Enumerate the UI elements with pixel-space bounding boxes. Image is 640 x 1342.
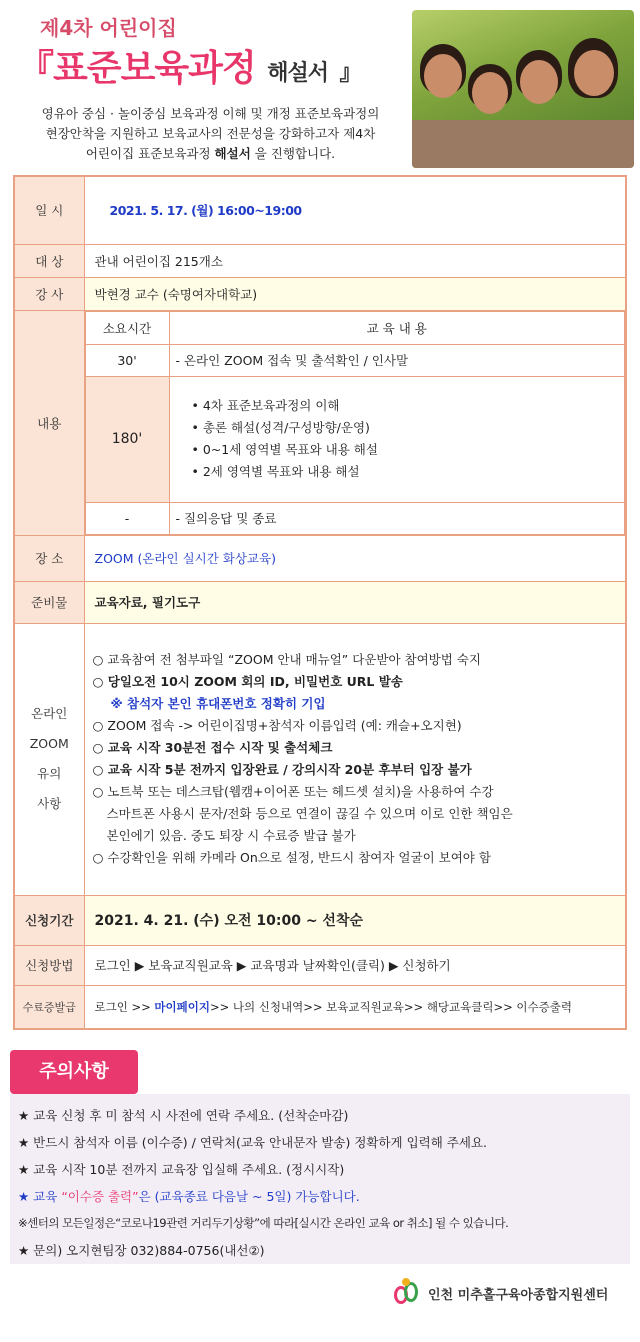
header	[0, 0, 640, 175]
title-main: 표준보육과정	[53, 48, 256, 89]
mypage-link[interactable]: 마이페이지	[154, 999, 210, 1014]
caution-title: 주의사항	[10, 1050, 138, 1094]
intro-text: 영유아 중심 · 놀이중심 보육과정 이해 및 개정 표준보육과정의 현장안착을 지원하고 보육교사의 전문성을 강화하고자 제4차 어린이집 표준보육과정 해설서 을 진행합니다.	[41, 106, 380, 161]
center-logo-icon	[392, 1278, 422, 1308]
apply-method: 로그인 ▶ 보육교직원교육 ▶ 교육명과 날짜확인(클릭) ▶ 신청하기	[84, 945, 626, 985]
caution-list: ★ 교육 신청 후 미 참석 시 사전에 연락 주세요. (선착순마감) ★ 반드시 참석자 이름 (이수증) / 연락처(교육 안내문자 발송) 정확하게 입력해 주세요. ★ 교육 시작 10분 전까지 교육장 입실해 주세요. (정시시작) ★ 교육 “이수증 출력”은 (교육종료 다음날 ~ 5일) 가능합니다. ※센터의 모든일정은“코로나19관련 거리두기상황”에 따라[실시간 온라인 교육 or 취소] 될 수 있습니다. ★ 문의) 오지현팀장 032)884-0756(내선②)	[10, 1094, 630, 1264]
round-label: 제4차 어린이집	[40, 16, 177, 40]
apply-period: 2021. 4. 21. (수) 오전 10:00 ~ 선착순	[84, 895, 626, 945]
children-photo	[412, 10, 634, 168]
zoom-notes-label: 온라인 ZOOM 유의 사항	[14, 623, 84, 895]
zoom-notes: ○ 교육참여 전 첨부파일 “ZOOM 안내 매뉴얼” 다운받아 참여방법 숙지 ○ 당일오전 10시 ZOOM 회의 ID, 비밀번호 URL 발송 ※ 참석자 본인 휴대폰번호 정확히 기입 ○ ZOOM 접속 -> 어린이집명+참석자 이름입력 (예: 캐슬+오지현) ○ 교육 시작 30분전 접수 시작 및 출석체크 ○ 교육 시작 5분 전까지 입장완료 / 강의시작 20분 후부터 입장 불가 ○ 노트북 또는 데스크탑(웹캠+이어폰 또는 헤드셋 설치)을 사용하여 수강 스마트폰 사용시 문자/전화 등으로 연결이 끊길 수 있으며 이로 인한 책임은 본인에기 있음. 중도 퇴장 시 수료증 발급 불가 ○ 수강확인을 위해 카메라 On으로 설정, 반드시 참여자 얼굴이 보여야 함	[84, 623, 626, 895]
center-logo	[392, 1276, 608, 1310]
lecturer-value: 박현경 교수 (숙명여자대학교)	[84, 277, 626, 310]
title-suffix: 해설서	[267, 61, 328, 86]
page-title: 『표준보육과정 해설서 』	[18, 48, 361, 89]
info-table: 일 시 2021. 5. 17. (월) 16:00~19:00 대 상 관내 어린이집 215개소 강 사 박현경 교수 (숙명여자대학교) 내용 소요시간 교 육 내 용 30' - 온라인 ZOOM 접속 및 출석확인 / 인사말 180' • 4차 표준보육과정의 이해 • 총론 해설(성격/구성방향/운영) • 0~1세 영역별 목표와 내용 해설 • 2세 영역별 목표와 내용 해설 - - 질의응답 및 종료 장 소 ZOOM (온라인 실시간 화상교육) 준비물 교육자료, 필기도구 온라인 ZOOM 유의 사항 ○ 교육참여 전 첨부파일 “ZOOM 안내 매뉴얼” 다운받아 참여방법 숙지 ○ 당일오전 10시 ZOOM 회의 ID, 비밀번호 URL 발송 ※ 참석자 본인 휴대폰번호 정확히 기입 ○ ZOOM 접속 -> 어린이집명+참석자 이름입력 (예: 캐슬+오지현) ○ 교육 시작 30분전 접수 시작 및 출석체크 ○ 교육 시작 5분 전까지 입장완료 / 강의시작 20분 후부터 입장 불가 ○ 노트북 또는 데스크탑(웹캠+이어폰 또는 헤드셋 설치)을 사용하여 수강 스마트폰 사용시 문자/전화 등으로 연결이 끊길 수 있으며 이로 인한 책임은 본인에기 있음. 중도 퇴장 시 수료증 발급 불가 ○ 수강확인을 위해 카메라 On으로 설정, 반드시 참여자 얼굴이 보여야 함 신청기간 2021. 4. 21. (수) 오전 10:00 ~ 선착순 신청방법 로그인 ▶ 보육교직원교육 ▶ 교육명과 날짜확인(클릭) ▶ 신청하기 수료증발급 로그인 >> 마이페이지>> 나의 신청내역>> 보육교직원교육>> 해당교육클릭>> 이수증출력	[13, 175, 627, 1030]
cert-path: 로그인 >> 마이페이지>> 나의 신청내역>> 보육교직원교육>> 해당교육클릭>> 이수증출력	[84, 985, 626, 1029]
content-schedule: 소요시간 교 육 내 용 30' - 온라인 ZOOM 접속 및 출석확인 / 인사말 180' • 4차 표준보육과정의 이해 • 총론 해설(성격/구성방향/운영) • 0~1세 영역별 목표와 내용 해설 • 2세 영역별 목표와 내용 해설 - - 질의응답 및 종료	[84, 310, 626, 535]
date-label: 일 시	[14, 176, 84, 244]
place-value: ZOOM (온라인 실시간 화상교육)	[84, 535, 626, 581]
event-date: 2021. 5. 17. (월) 16:00~19:00	[84, 176, 626, 244]
center-name: 인천 미추홀구육아종합지원센터	[428, 1287, 609, 1303]
prep-value: 교육자료, 필기도구	[84, 581, 626, 623]
target-value: 관내 어린이집 215개소	[84, 244, 626, 277]
